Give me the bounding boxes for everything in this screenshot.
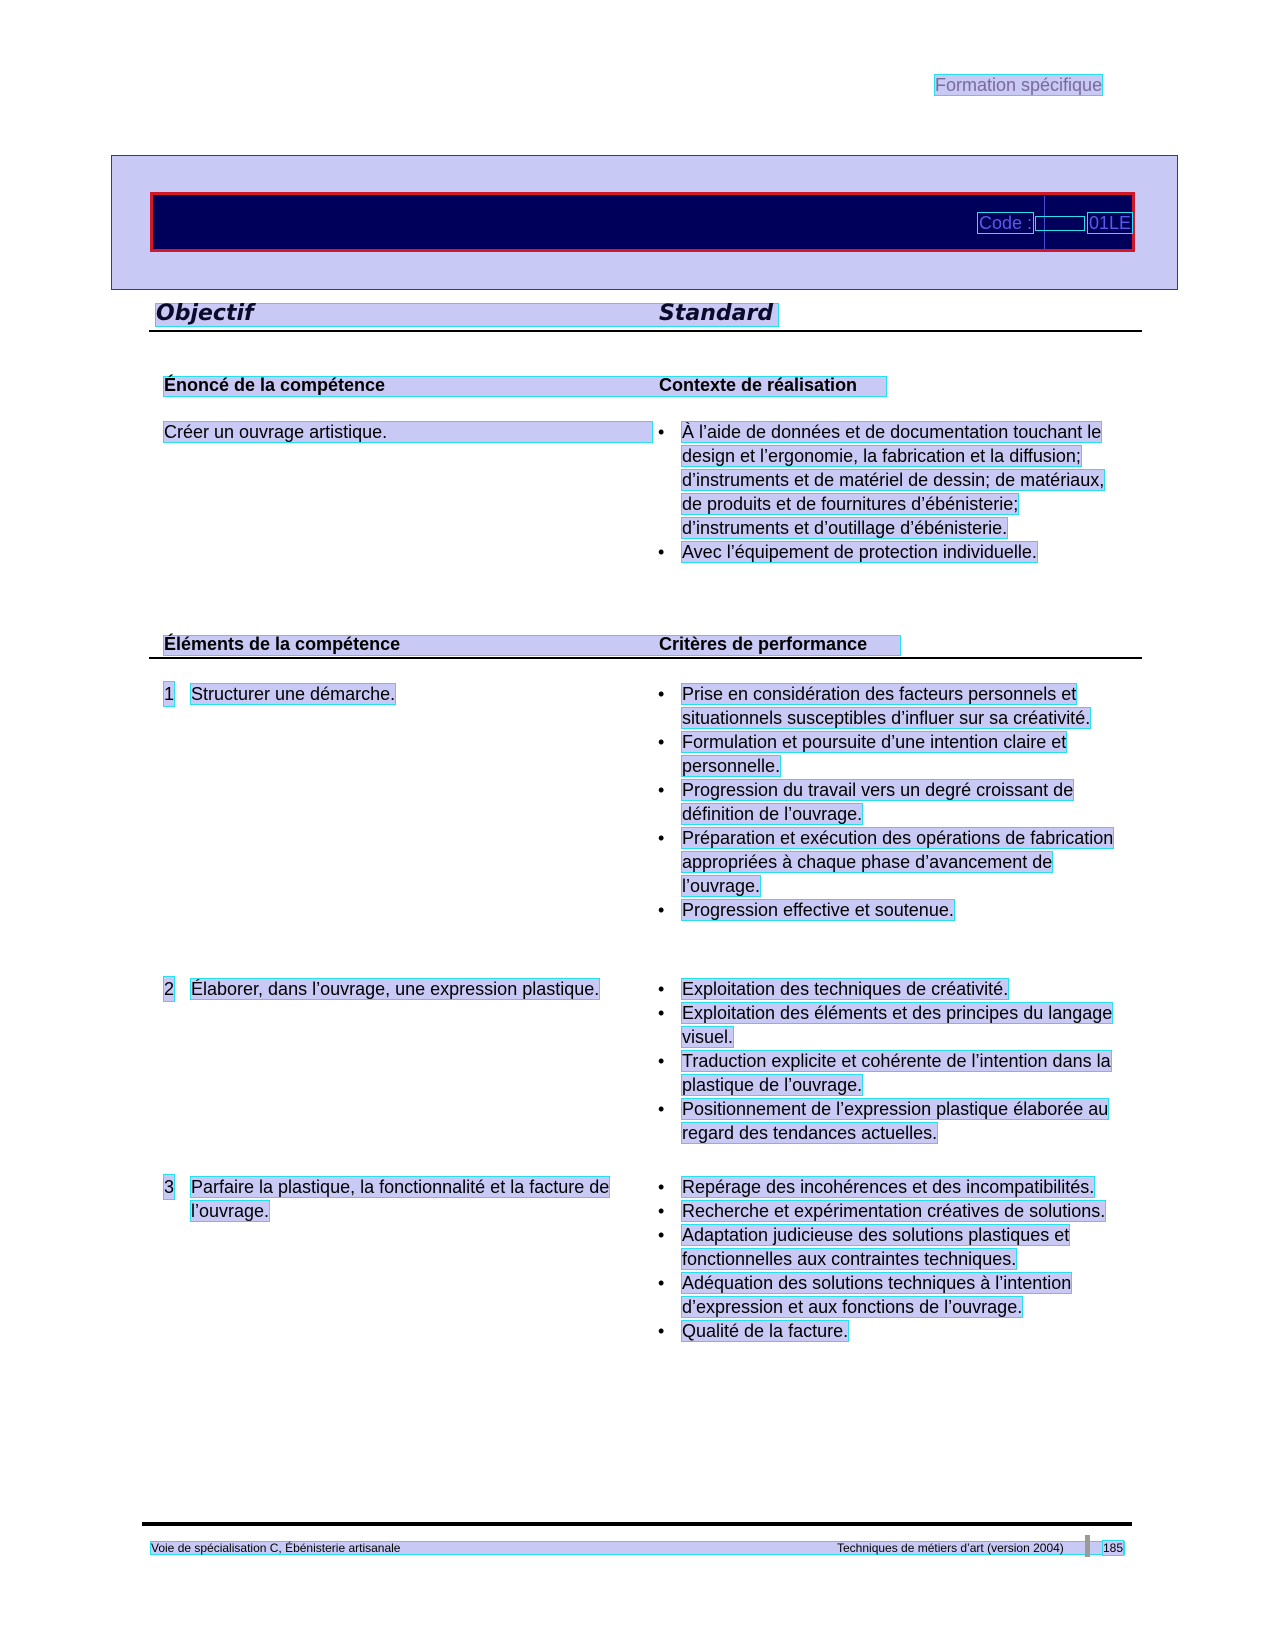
criterion-text: Exploitation des éléments et des principes du langage visuel. <box>682 1003 1113 1047</box>
objective-title: Objectif <box>156 301 254 326</box>
list-item <box>658 778 1128 826</box>
bullet-icon: • <box>658 1273 665 1293</box>
context-list <box>658 420 1118 564</box>
bullet-icon: • <box>658 1051 665 1071</box>
section-rule <box>149 657 1142 659</box>
list-item <box>658 730 1128 778</box>
element-number: 2 <box>164 979 175 999</box>
bullet-icon: • <box>658 542 665 562</box>
elements-heading: Éléments de la compétence <box>164 634 401 654</box>
criterion-text: Exploitation des techniques de créativité. <box>682 979 1009 999</box>
list-item <box>658 540 1118 564</box>
footer-right: Techniques de métiers d’art (version 2004) <box>837 1541 1064 1555</box>
bullet-icon: • <box>658 732 665 752</box>
bullet-icon: • <box>658 828 665 848</box>
context-item-text: À l’aide de données et de documentation touchant le design et l’ergonomie, la fabrication et la diffusion; d’instruments et de matériel de dessin; de matériaux, de produits et de fournitures d’ébénisterie; d’instruments et d’outillage d’ébénisterie. <box>682 422 1105 538</box>
criteria-list-2 <box>658 977 1128 1145</box>
section-rule <box>149 330 1142 332</box>
context-item-text: Avec l’équipement de protection individuelle. <box>682 542 1037 562</box>
element-number: 3 <box>164 1177 175 1197</box>
statement-heading: Énoncé de la compétence <box>164 375 386 395</box>
bullet-icon: • <box>658 1321 665 1341</box>
list-item <box>658 1223 1128 1271</box>
list-item <box>658 1271 1128 1319</box>
competence-statement: Créer un ouvrage artistique. <box>164 422 388 442</box>
criterion-text: Repérage des incohérences et des incompatibilités. <box>682 1177 1095 1197</box>
list-item <box>658 826 1128 898</box>
element-text: Parfaire la plastique, la fonctionnalité et la facture de l’ouvrage. <box>191 1177 610 1221</box>
list-item <box>658 420 1118 540</box>
criterion-text: Progression du travail vers un degré croissant de définition de l’ouvrage. <box>682 780 1074 824</box>
bullet-icon: • <box>658 1201 665 1221</box>
criteria-list-1 <box>658 682 1128 922</box>
criteria-heading: Critères de performance <box>659 634 868 654</box>
list-item <box>658 898 1128 922</box>
code-field-frame <box>1036 217 1084 230</box>
criterion-text: Adaptation judicieuse des solutions plastiques et fonctionnelles aux contraintes techniques. <box>682 1225 1070 1269</box>
element-text: Élaborer, dans l’ouvrage, une expression plastique. <box>191 979 600 999</box>
criteria-list-3 <box>658 1175 1128 1343</box>
list-item <box>658 1097 1128 1145</box>
list-item <box>658 682 1128 730</box>
context-heading: Contexte de réalisation <box>659 375 858 395</box>
bullet-icon: • <box>658 1003 665 1023</box>
footer-rule <box>142 1522 1132 1526</box>
page-number: 185 <box>1103 1541 1124 1555</box>
list-item <box>658 1175 1128 1199</box>
footer-left: Voie de spécialisation C, Ébénisterie artisanale <box>151 1541 401 1555</box>
criterion-text: Recherche et expérimentation créatives de solutions. <box>682 1201 1106 1221</box>
list-item <box>658 977 1128 1001</box>
criterion-text: Préparation et exécution des opérations de fabrication appropriées à chaque phase d’avancement de l’ouvrage. <box>682 828 1114 896</box>
criterion-text: Progression effective et soutenue. <box>682 900 954 920</box>
criterion-text: Formulation et poursuite d’une intention claire et personnelle. <box>682 732 1067 776</box>
bullet-icon: • <box>658 1177 665 1197</box>
bullet-icon: • <box>658 1099 665 1119</box>
element-number: 1 <box>164 684 175 704</box>
criterion-text: Traduction explicite et cohérente de l’intention dans la plastique de l’ouvrage. <box>682 1051 1111 1095</box>
list-item <box>658 1199 1128 1223</box>
standard-title: Standard <box>659 301 774 326</box>
footer-separator <box>1085 1535 1090 1557</box>
criterion-text: Qualité de la facture. <box>682 1321 849 1341</box>
criterion-text: Prise en considération des facteurs personnels et situationnels susceptibles d’influer sur sa créativité. <box>682 684 1091 728</box>
list-item <box>658 1049 1128 1097</box>
bullet-icon: • <box>658 979 665 999</box>
bullet-icon: • <box>658 780 665 800</box>
code-value: 01LE <box>1089 213 1132 233</box>
code-label: Code : <box>979 213 1033 233</box>
list-item <box>658 1001 1128 1049</box>
criterion-text: Adéquation des solutions techniques à l’intention d’expression et aux fonctions de l’ouvrage. <box>682 1273 1072 1317</box>
bullet-icon: • <box>658 900 665 920</box>
running-header: Formation spécifique <box>935 75 1103 95</box>
bullet-icon: • <box>658 422 665 442</box>
criterion-text: Positionnement de l’expression plastique élaborée au regard des tendances actuelles. <box>682 1099 1109 1143</box>
list-item <box>658 1319 1128 1343</box>
element-text: Structurer une démarche. <box>191 684 396 704</box>
bullet-icon: • <box>658 684 665 704</box>
bullet-icon: • <box>658 1225 665 1245</box>
